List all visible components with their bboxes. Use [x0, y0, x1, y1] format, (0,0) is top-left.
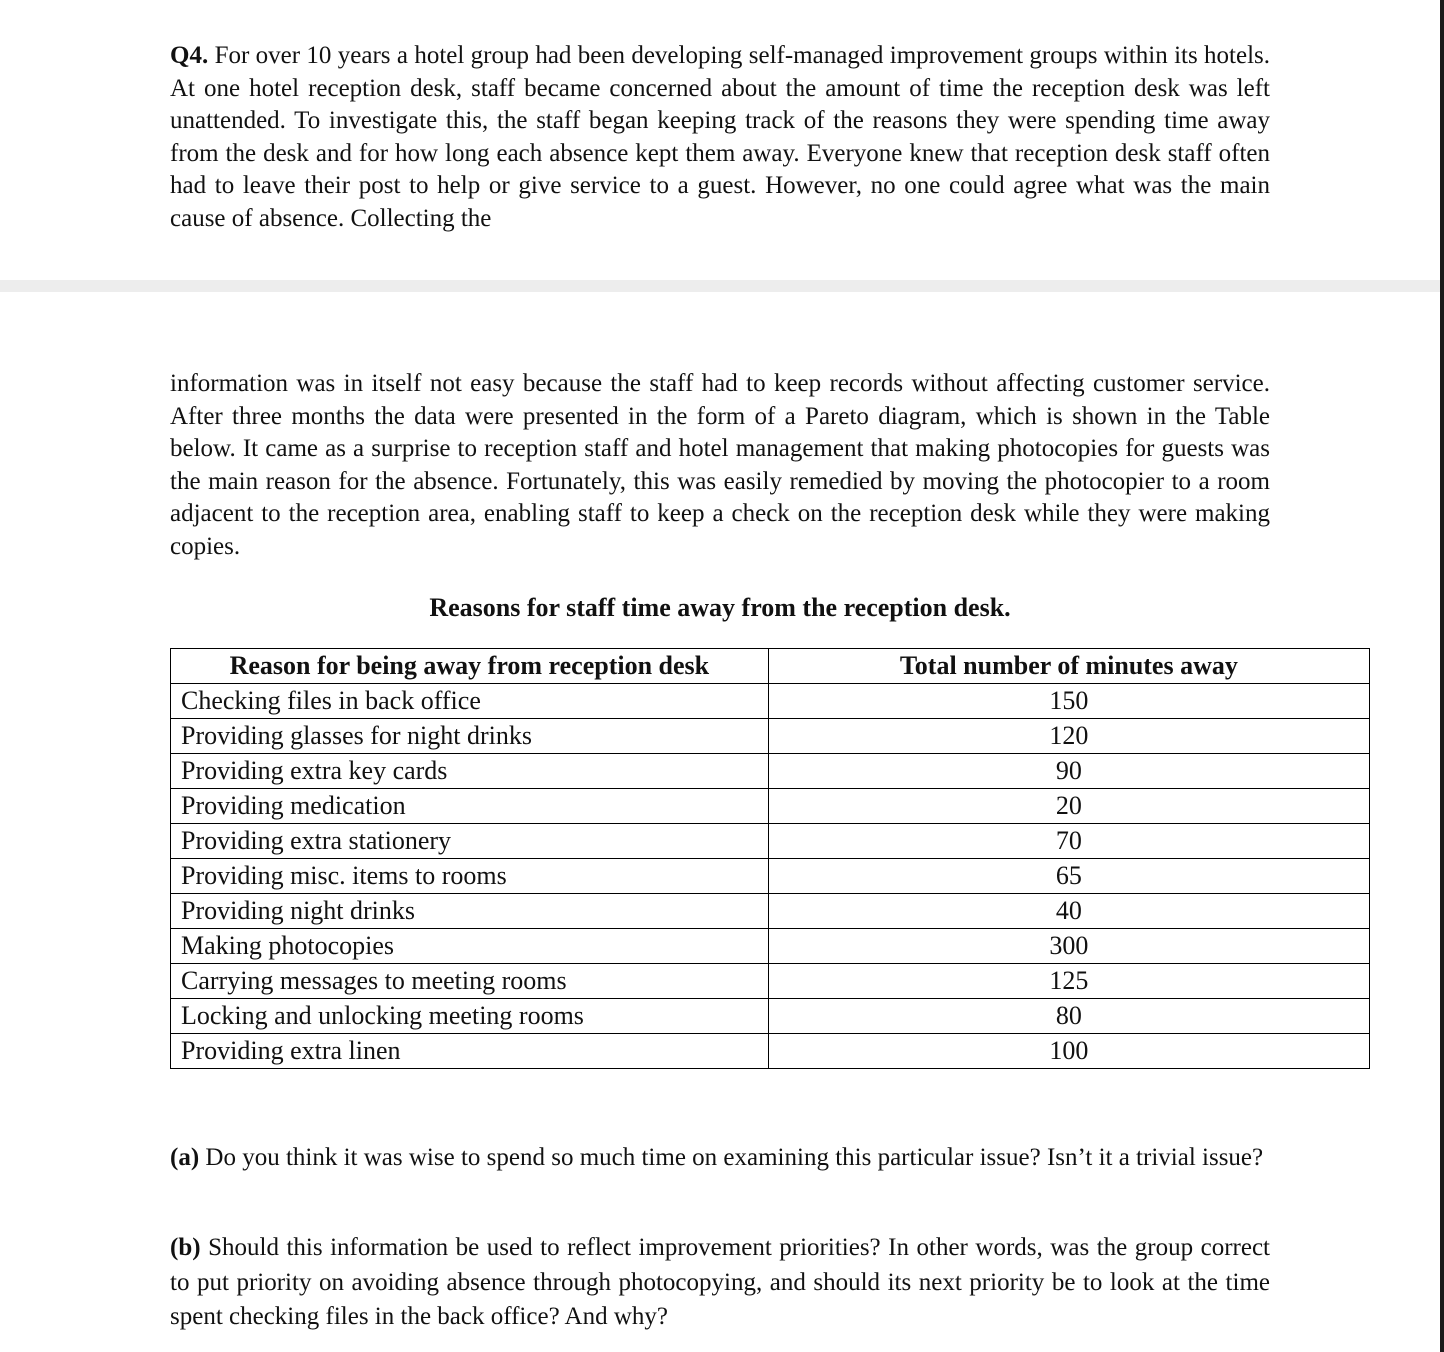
table-row	[171, 859, 1370, 894]
question-intro-paragraph-1	[170, 40, 1270, 236]
subquestion-b	[170, 1231, 1270, 1335]
minutes-cell: 100	[768, 1034, 1369, 1069]
minutes-cell: 125	[768, 964, 1369, 999]
table-row	[171, 824, 1370, 859]
subquestion-b-label: (b)	[170, 1234, 201, 1261]
reason-cell: Carrying messages to meeting rooms	[171, 964, 769, 999]
question-intro-text-1: For over 10 years a hotel group had been developing self-managed improvement groups within its hotels. At one hotel reception desk, staff became concerned about the amount of time the reception desk was left unattended. To investigate this, the staff began keeping track of the reasons they were spending time away from the desk and for how long each absence kept them away. Everyone knew that reception desk staff often had to leave their post to help or give service to a guest. However, no one could agree what was the main cause of absence. Collecting the	[170, 42, 1271, 232]
table-row	[171, 789, 1370, 824]
page-break-divider	[0, 280, 1444, 292]
table-row	[171, 684, 1370, 719]
table-row	[171, 999, 1370, 1034]
reason-cell: Locking and unlocking meeting rooms	[171, 999, 769, 1034]
minutes-cell: 120	[768, 719, 1369, 754]
reason-cell: Providing misc. items to rooms	[171, 859, 769, 894]
minutes-cell: 40	[768, 894, 1369, 929]
table-row	[171, 894, 1370, 929]
table-row	[171, 964, 1370, 999]
reason-cell: Providing night drinks	[171, 894, 769, 929]
reason-cell: Checking files in back office	[171, 684, 769, 719]
minutes-cell: 65	[768, 859, 1369, 894]
minutes-cell: 90	[768, 754, 1369, 789]
minutes-cell: 150	[768, 684, 1369, 719]
reason-cell: Making photocopies	[171, 929, 769, 964]
question-label: Q4.	[170, 42, 209, 69]
subquestion-a-label: (a)	[170, 1144, 200, 1171]
table-caption: Reasons for staff time away from the reception desk.	[429, 593, 1011, 622]
minutes-cell: 70	[768, 824, 1369, 859]
subquestion-b-text: Should this information be used to reflect improvement priorities? In other words, was the group correct to put priority on avoiding absence through photocopying, and should its next priority be to look at the time spent checking files in the back office? And why?	[170, 1234, 1270, 1330]
minutes-cell: 20	[768, 789, 1369, 824]
table-row	[171, 929, 1370, 964]
table-row	[171, 719, 1370, 754]
table-header-row	[171, 649, 1370, 684]
reason-cell: Providing extra stationery	[171, 824, 769, 859]
reason-cell: Providing extra key cards	[171, 754, 769, 789]
subquestion-a	[170, 1141, 1270, 1176]
table-row	[171, 754, 1370, 789]
reason-cell: Providing medication	[171, 789, 769, 824]
minutes-cell: 80	[768, 999, 1369, 1034]
minutes-cell: 300	[768, 929, 1369, 964]
reason-cell: Providing glasses for night drinks	[171, 719, 769, 754]
subquestion-a-text: Do you think it was wise to spend so much time on examining this particular issue? Isn’t it a trivial issue?	[205, 1144, 1264, 1171]
header-minutes: Total number of minutes away	[768, 649, 1369, 684]
reasons-table	[170, 648, 1370, 1069]
header-reason: Reason for being away from reception desk	[171, 649, 769, 684]
window-edge-bar	[1440, 0, 1444, 1352]
reason-cell: Providing extra linen	[171, 1034, 769, 1069]
question-intro-paragraph-2: information was in itself not easy because the staff had to keep records without affecting customer service. After three months the data were presented in the form of a Pareto diagram, which is shown in the Table below. It came as a surprise to reception staff and hotel management that making photocopies for guests was the main reason for the absence. Fortunately, this was easily remedied by moving the photocopier to a room adjacent to the reception area, enabling staff to keep a check on the reception desk while they were making copies.	[170, 370, 1270, 560]
table-row	[171, 1034, 1370, 1069]
